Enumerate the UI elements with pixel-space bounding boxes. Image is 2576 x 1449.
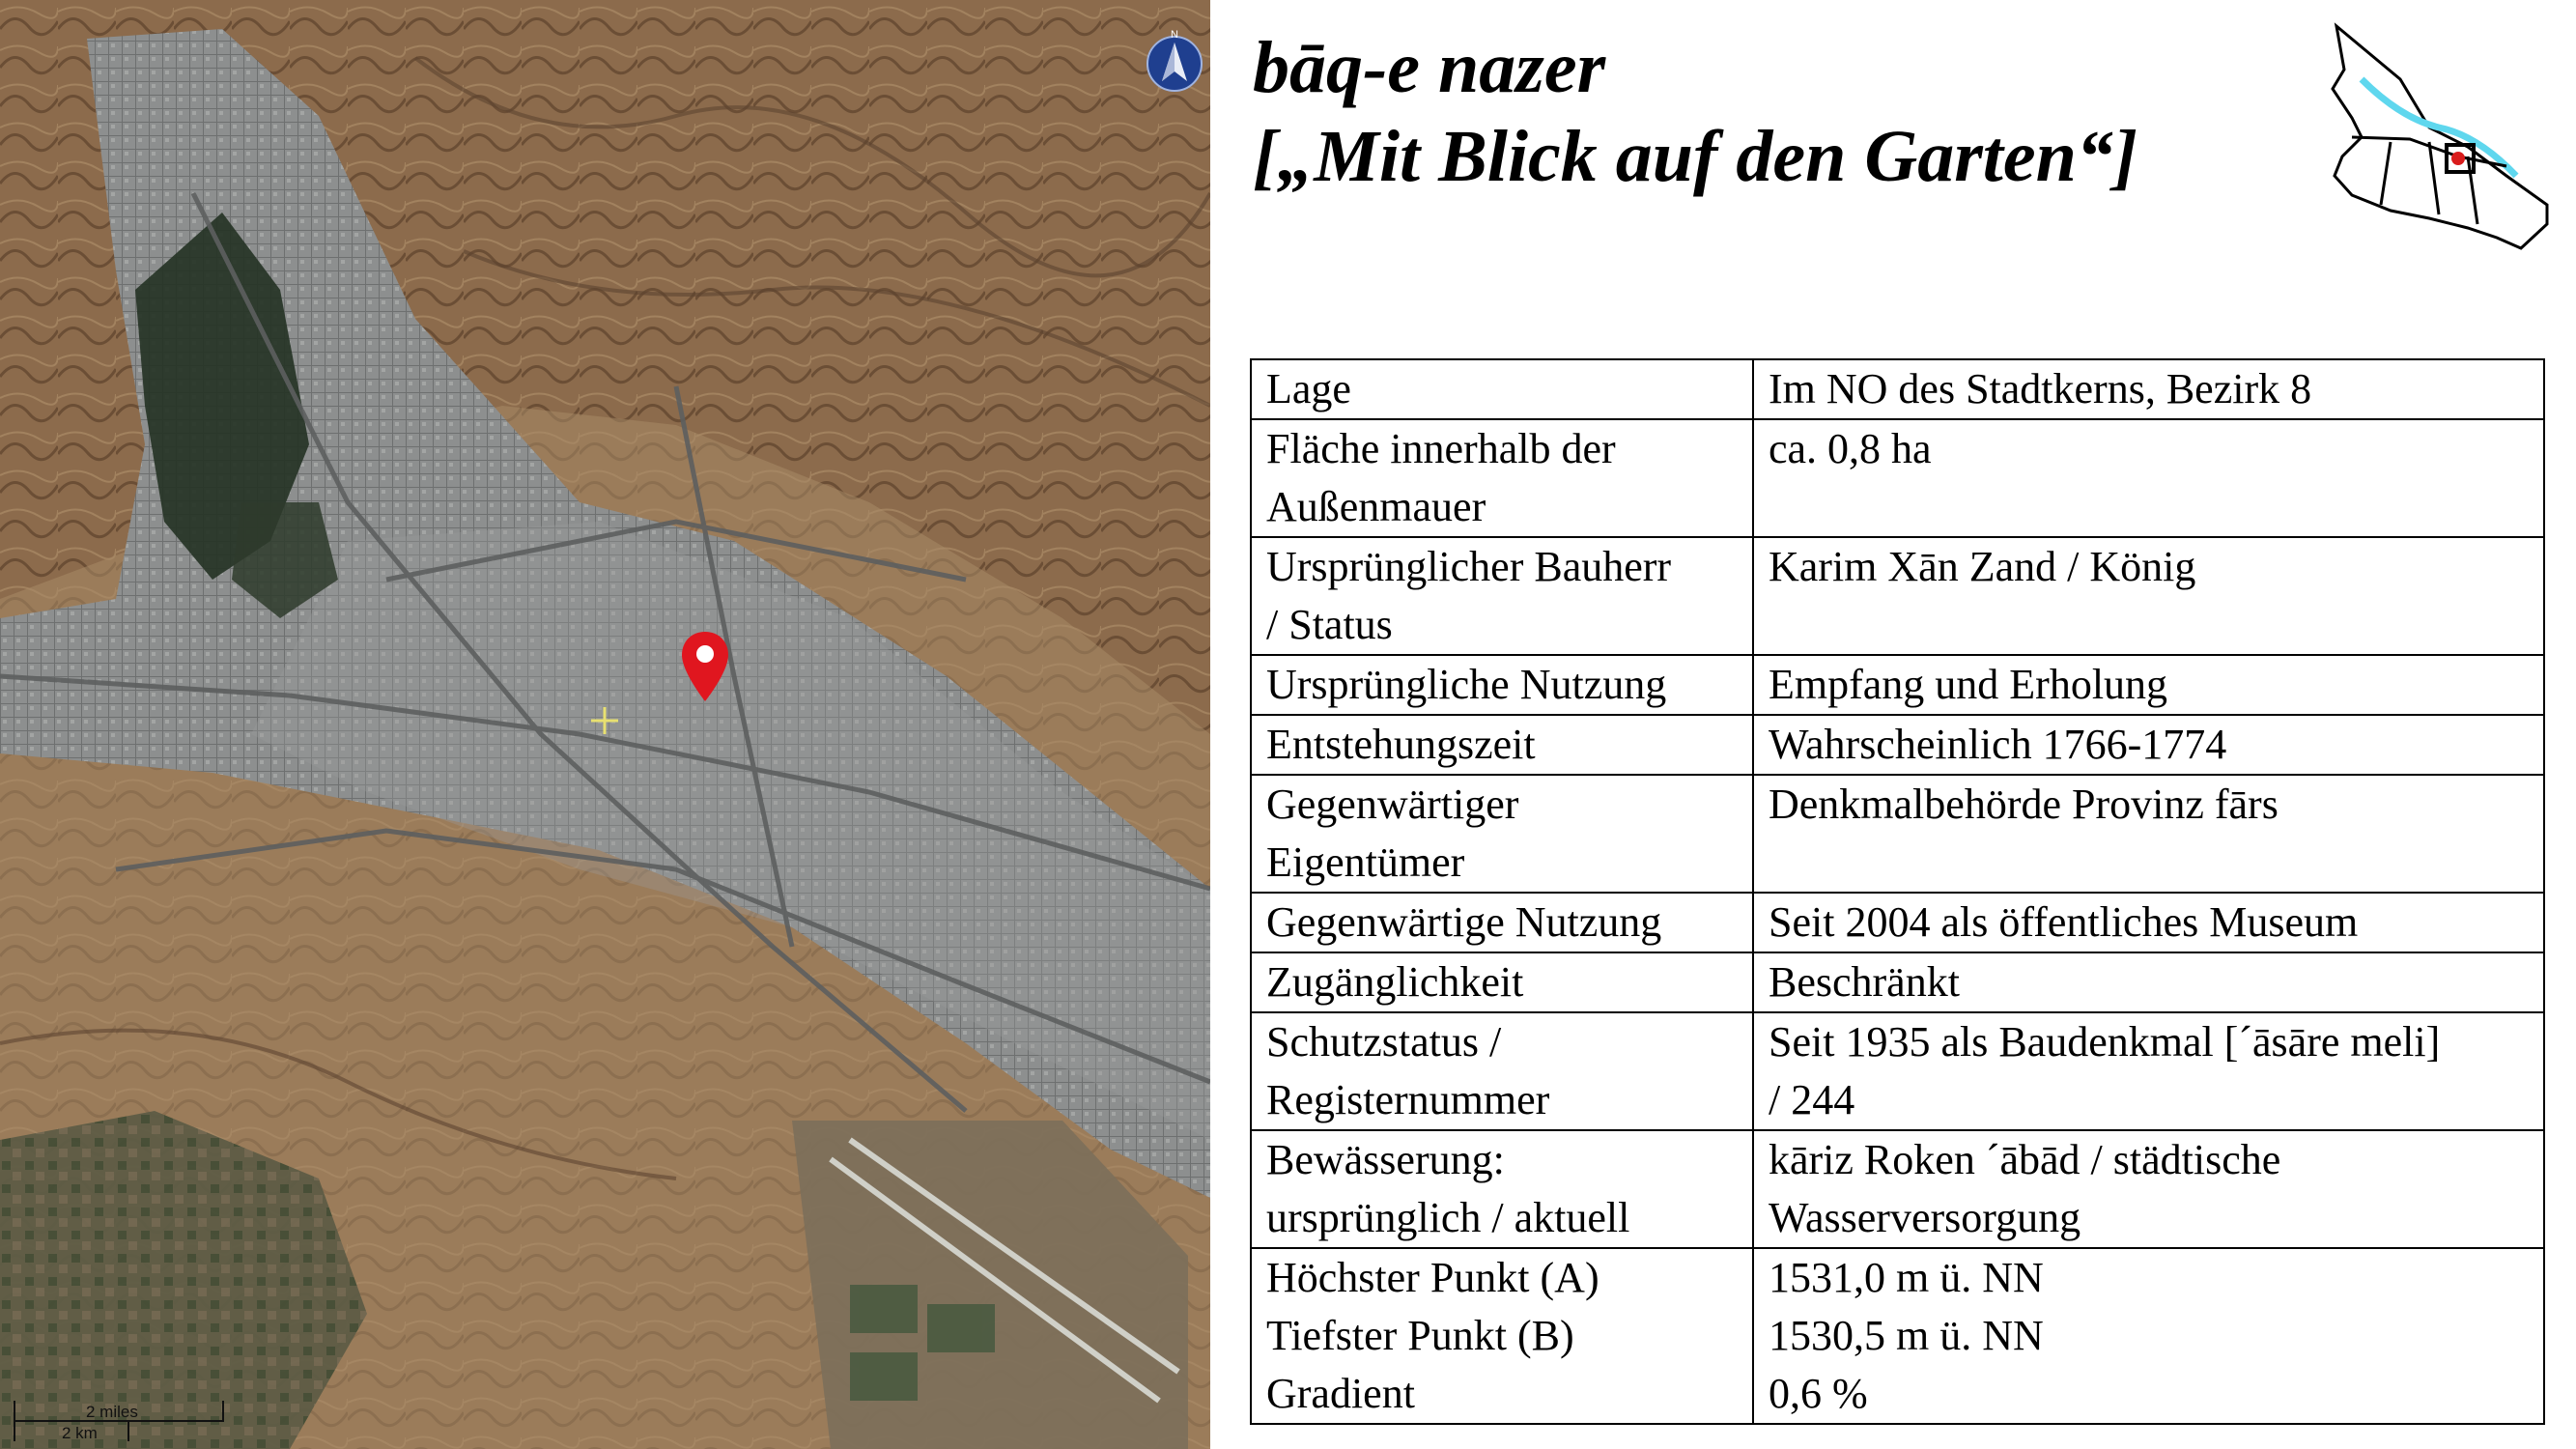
value-line: Karim Xān Zand / König <box>1769 543 2196 590</box>
value-line: Seit 2004 als öffentliches Museum <box>1769 898 2359 946</box>
label-line: Lage <box>1266 365 1351 412</box>
label-line: Entstehungszeit <box>1266 721 1536 768</box>
label-line: Höchster Punkt (A) <box>1266 1254 1599 1301</box>
table-row <box>1251 537 2544 655</box>
table-cell-value <box>1753 1248 2544 1424</box>
scale-miles-label: 2 miles <box>86 1403 138 1421</box>
table-row <box>1251 715 2544 775</box>
label-line: Gradient <box>1266 1370 1415 1417</box>
info-table-body <box>1251 359 2544 1424</box>
table-row <box>1251 952 2544 1012</box>
table-row <box>1251 1130 2544 1248</box>
title-line-2: [„Mit Blick auf den Garten“] <box>1253 116 2138 197</box>
table-cell-label <box>1251 537 1753 655</box>
value-line: 1531,0 m ü. NN <box>1769 1254 2044 1301</box>
page-title <box>1253 23 2137 201</box>
label-line: Eigentümer <box>1266 838 1465 886</box>
table-cell-value <box>1753 655 2544 715</box>
table-cell-label <box>1251 1130 1753 1248</box>
table-cell-value <box>1753 1130 2544 1248</box>
table-cell-value <box>1753 952 2544 1012</box>
table-cell-label <box>1251 1012 1753 1130</box>
table-cell-value <box>1753 537 2544 655</box>
label-line: Bewässerung: <box>1266 1136 1505 1183</box>
label-line: Tiefster Punkt (B) <box>1266 1312 1574 1359</box>
table-row <box>1251 1012 2544 1130</box>
label-line: Fläche innerhalb der <box>1266 425 1616 472</box>
value-line: Wasserversorgung <box>1769 1194 2081 1241</box>
title-line-1: bāq-e nazer <box>1253 27 1606 108</box>
table-cell-value <box>1753 893 2544 952</box>
value-line: ca. 0,8 ha <box>1769 425 1932 472</box>
value-line: Denkmalbehörde Provinz fārs <box>1769 781 2279 828</box>
value-line: 0,6 % <box>1769 1370 1868 1417</box>
value-line: Seit 1935 als Baudenkmal [´āsāre meli] <box>1769 1018 2441 1065</box>
satellite-map[interactable] <box>0 0 1210 1449</box>
value-line: / 244 <box>1769 1076 1855 1123</box>
value-line: Im NO des Stadtkerns, Bezirk 8 <box>1769 365 2312 412</box>
label-line: Außenmauer <box>1266 483 1486 530</box>
label-line: Gegenwärtige Nutzung <box>1266 898 1662 946</box>
label-line: Registernummer <box>1266 1076 1550 1123</box>
table-cell-label <box>1251 775 1753 893</box>
table-cell-label <box>1251 893 1753 952</box>
value-line: 1530,5 m ü. NN <box>1769 1312 2044 1359</box>
locator-map <box>2323 21 2555 253</box>
locator-marker <box>2451 152 2465 165</box>
table-cell-value <box>1753 775 2544 893</box>
table-cell-label <box>1251 1248 1753 1424</box>
table-row <box>1251 893 2544 952</box>
table-row <box>1251 419 2544 537</box>
table-cell-value <box>1753 1012 2544 1130</box>
label-line: Schutzstatus / <box>1266 1018 1502 1065</box>
value-line: Empfang und Erholung <box>1769 661 2168 708</box>
label-line: Zugänglichkeit <box>1266 958 1524 1006</box>
table-cell-value <box>1753 715 2544 775</box>
table-cell-label <box>1251 952 1753 1012</box>
label-line: ursprünglich / aktuell <box>1266 1194 1630 1241</box>
table-row <box>1251 1248 2544 1424</box>
compass-label: N <box>1171 29 1178 41</box>
table-cell-label <box>1251 359 1753 419</box>
info-table <box>1250 358 2545 1425</box>
label-line: Ursprünglicher Bauherr <box>1266 543 1672 590</box>
table-cell-value <box>1753 359 2544 419</box>
table-cell-value <box>1753 419 2544 537</box>
table-row <box>1251 775 2544 893</box>
label-line: Ursprüngliche Nutzung <box>1266 661 1667 708</box>
label-line: / Status <box>1266 601 1393 648</box>
value-line: Wahrscheinlich 1766-1774 <box>1769 721 2227 768</box>
crosshair-icon <box>591 707 618 734</box>
table-cell-label <box>1251 715 1753 775</box>
scale-km-label: 2 km <box>62 1424 98 1442</box>
value-line: kāriz Roken ´ābād / städtische <box>1769 1136 2281 1183</box>
table-cell-label <box>1251 655 1753 715</box>
location-pin-icon[interactable] <box>680 630 730 703</box>
table-row <box>1251 655 2544 715</box>
label-line: Gegenwärtiger <box>1266 781 1519 828</box>
table-cell-label <box>1251 419 1753 537</box>
scale-bar <box>14 1401 226 1449</box>
table-row <box>1251 359 2544 419</box>
value-line: Beschränkt <box>1769 958 1960 1006</box>
compass-icon[interactable] <box>1143 29 1206 93</box>
